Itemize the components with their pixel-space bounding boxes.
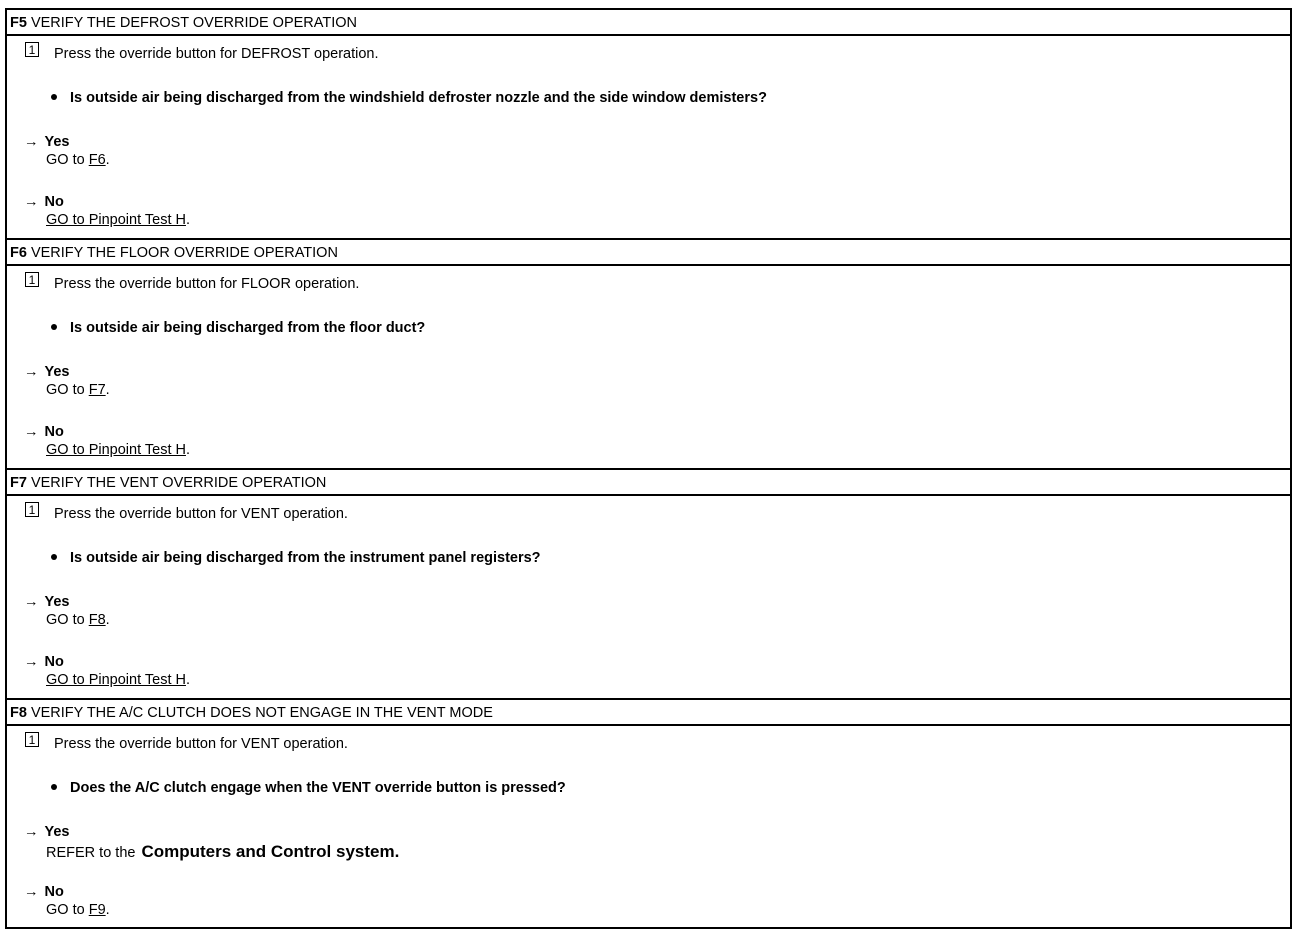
action-text: Press the override button for VENT operation. (54, 736, 348, 752)
answer-yes (24, 594, 110, 628)
link-f7[interactable]: F7 (88, 382, 106, 398)
arrow-icon: → (24, 134, 39, 150)
no-result (46, 672, 190, 688)
no-suffix: . (185, 672, 190, 688)
question (51, 780, 566, 796)
computers-control-reference: Computers and Control system. (141, 842, 400, 861)
step-f7 (7, 470, 1290, 700)
link-pinpoint-test-h[interactable]: GO to Pinpoint Test H (46, 212, 186, 228)
step-title: VERIFY THE A/C CLUTCH DOES NOT ENGAGE IN THE VENT MODE (30, 705, 493, 721)
arrow-icon: → (24, 824, 39, 840)
answer-no (24, 884, 110, 918)
yes-prefix: GO to (46, 612, 89, 628)
answer-yes (24, 134, 110, 168)
step-code: F5 (10, 15, 27, 31)
step-code: F8 (10, 705, 27, 721)
yes-prefix: GO to (46, 152, 89, 168)
answer-yes (24, 824, 399, 862)
question-text: Does the A/C clutch engage when the VENT override button is pressed? (70, 780, 566, 796)
yes-result (46, 382, 110, 398)
answer-no (24, 194, 190, 228)
bullet-icon (51, 784, 57, 790)
step-header (7, 10, 1290, 36)
link-pinpoint-test-h[interactable]: GO to Pinpoint Test H (46, 672, 186, 688)
question-text: Is outside air being discharged from the windshield defroster nozzle and the side window demisters? (70, 90, 767, 106)
step-f8 (7, 700, 1290, 926)
question (51, 90, 767, 106)
no-label: No (44, 654, 64, 670)
no-result (46, 212, 190, 228)
no-label: No (44, 424, 64, 440)
step-f5 (7, 10, 1290, 240)
step-number-icon: 1 (25, 42, 39, 57)
step-f6 (7, 240, 1290, 470)
yes-result (46, 842, 399, 862)
action-text: Press the override button for FLOOR operation. (54, 276, 360, 292)
yes-label: Yes (44, 594, 70, 610)
link-f8[interactable]: F8 (88, 612, 106, 628)
action-text: Press the override button for DEFROST operation. (54, 46, 379, 62)
question (51, 550, 541, 566)
step-body (7, 496, 1290, 696)
yes-suffix: . (105, 612, 110, 628)
question-text: Is outside air being discharged from the floor duct? (70, 320, 426, 336)
question-text: Is outside air being discharged from the instrument panel registers? (70, 550, 541, 566)
yes-result (46, 612, 110, 628)
no-label: No (44, 194, 64, 210)
step-number-icon: 1 (25, 502, 39, 517)
arrow-icon: → (24, 654, 39, 670)
arrow-icon: → (24, 594, 39, 610)
yes-label: Yes (44, 824, 70, 840)
bullet-icon (51, 94, 57, 100)
step-header (7, 470, 1290, 496)
link-f6[interactable]: F6 (88, 152, 106, 168)
arrow-icon: → (24, 194, 39, 210)
step-code: F6 (10, 245, 27, 261)
answer-no (24, 424, 190, 458)
no-label: No (44, 884, 64, 900)
link-pinpoint-test-h[interactable]: GO to Pinpoint Test H (46, 442, 186, 458)
step-body (7, 266, 1290, 466)
step-title: VERIFY THE DEFROST OVERRIDE OPERATION (30, 15, 357, 31)
step-title: VERIFY THE VENT OVERRIDE OPERATION (30, 475, 327, 491)
no-suffix: . (105, 902, 110, 918)
step-header (7, 240, 1290, 266)
yes-label: Yes (44, 364, 70, 380)
yes-result (46, 152, 110, 168)
no-result (46, 442, 190, 458)
no-result (46, 902, 110, 918)
yes-prefix: REFER to the (46, 845, 136, 861)
step-header (7, 700, 1290, 726)
no-prefix: GO to (46, 902, 89, 918)
yes-prefix: GO to (46, 382, 89, 398)
question (51, 320, 425, 336)
answer-no (24, 654, 190, 688)
step-number-icon: 1 (25, 732, 39, 747)
step-body (7, 726, 1290, 926)
no-suffix: . (185, 212, 190, 228)
bullet-icon (51, 554, 57, 560)
yes-label: Yes (44, 134, 70, 150)
action-text: Press the override button for VENT operation. (54, 506, 348, 522)
bullet-icon (51, 324, 57, 330)
step-code: F7 (10, 475, 27, 491)
step-number-icon: 1 (25, 272, 39, 287)
arrow-icon: → (24, 364, 39, 380)
pinpoint-test-table (5, 8, 1292, 929)
no-suffix: . (185, 442, 190, 458)
step-title: VERIFY THE FLOOR OVERRIDE OPERATION (30, 245, 338, 261)
arrow-icon: → (24, 424, 39, 440)
yes-suffix: . (105, 382, 110, 398)
link-f9[interactable]: F9 (88, 902, 106, 918)
step-body (7, 36, 1290, 236)
answer-yes (24, 364, 110, 398)
yes-suffix: . (105, 152, 110, 168)
arrow-icon: → (24, 884, 39, 900)
